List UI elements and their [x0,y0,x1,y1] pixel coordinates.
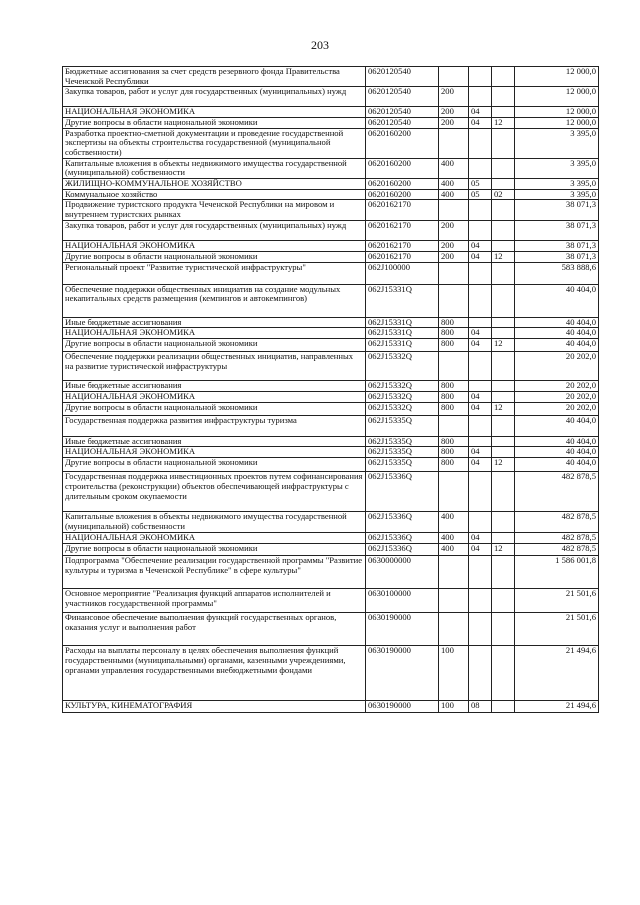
table-row [63,352,599,381]
row-subsection [492,178,515,189]
table-row [63,646,599,701]
row-amount: 40 404,0 [515,447,599,458]
row-section: 05 [469,189,492,200]
row-name: Капитальные вложения в объекты недвижимого имущества государственной (муниципальной) собственности [63,158,366,178]
row-csr-code: 062J15331Q [366,317,439,328]
row-amount: 40 404,0 [515,317,599,328]
row-amount: 12 000,0 [515,107,599,118]
row-section: 04 [469,339,492,352]
row-expense-type: 800 [439,317,469,328]
row-subsection [492,646,515,701]
row-csr-code: 062J15336Q [366,512,439,533]
row-csr-code: 0620160200 [366,178,439,189]
row-subsection: 02 [492,189,515,200]
row-subsection [492,589,515,613]
table-row [63,107,599,118]
row-csr-code: 062J15331Q [366,328,439,339]
row-subsection: 12 [492,458,515,472]
row-name: Основное мероприятие "Реализация функций аппаратов исполнителей и участников государственной программы" [63,589,366,613]
row-name: Другие вопросы в области национальной экономики [63,117,366,128]
row-name: НАЦИОНАЛЬНАЯ ЭКОНОМИКА [63,447,366,458]
row-subsection [492,67,515,87]
table-row [63,87,599,107]
table-row [63,67,599,87]
row-section [469,472,492,512]
row-name: Государственная поддержка инвестиционных проектов путем софинансирования строительства (реконструкции) объектов обеспечивающей инфраструктуры с длительным сроком окупаемости [63,472,366,512]
row-amount: 40 404,0 [515,458,599,472]
row-expense-type: 800 [439,381,469,392]
row-name: НАЦИОНАЛЬНАЯ ЭКОНОМИКА [63,328,366,339]
row-csr-code: 0630100000 [366,589,439,613]
row-name: Другие вопросы в области национальной экономики [63,339,366,352]
row-expense-type: 200 [439,240,469,251]
row-amount: 38 071,3 [515,251,599,262]
row-csr-code: 0620162170 [366,200,439,220]
row-amount: 3 395,0 [515,128,599,158]
row-subsection [492,352,515,381]
row-name: Финансовое обеспечение выполнения функций государственных органов, оказания услуг и выполнения работ [63,613,366,646]
row-expense-type: 200 [439,87,469,107]
row-amount: 40 404,0 [515,339,599,352]
row-section [469,284,492,317]
row-csr-code: 062J15335Q [366,458,439,472]
row-subsection [492,240,515,251]
row-csr-code: 0630190000 [366,646,439,701]
row-name: Другие вопросы в области национальной экономики [63,251,366,262]
row-expense-type [439,556,469,589]
row-section: 04 [469,240,492,251]
row-csr-code: 062J15332Q [366,402,439,415]
row-subsection [492,512,515,533]
row-csr-code: 062J15331Q [366,284,439,317]
row-name: Закупка товаров, работ и услуг для государственных (муниципальных) нужд [63,220,366,240]
row-section [469,381,492,392]
row-amount: 40 404,0 [515,436,599,447]
row-csr-code: 0620160200 [366,128,439,158]
table-row [63,415,599,436]
row-name: Продвижение туристского продукта Чеченской Республики на мировом и внутреннем туристских рынках [63,200,366,220]
row-expense-type: 800 [439,458,469,472]
table-row [63,512,599,533]
row-expense-type: 100 [439,701,469,713]
row-expense-type: 400 [439,544,469,556]
row-subsection [492,220,515,240]
row-name: Разработка проектно-сметной документации и проведение государственной экспертизы на объекты строительства государственной (муниципальной собственности) [63,128,366,158]
row-csr-code: 062J15331Q [366,339,439,352]
row-expense-type: 100 [439,646,469,701]
row-amount: 1 586 001,8 [515,556,599,589]
row-section: 04 [469,107,492,118]
row-csr-code: 062J15335Q [366,415,439,436]
table-row [63,240,599,251]
row-section [469,512,492,533]
row-expense-type [439,284,469,317]
row-subsection: 12 [492,117,515,128]
row-amount: 21 494,6 [515,646,599,701]
table-row [63,402,599,415]
row-section [469,200,492,220]
row-csr-code: 0620162170 [366,240,439,251]
row-expense-type: 200 [439,107,469,118]
row-amount: 21 501,6 [515,613,599,646]
row-amount: 40 404,0 [515,284,599,317]
row-expense-type: 400 [439,178,469,189]
row-amount: 20 202,0 [515,352,599,381]
row-amount: 21 494,6 [515,701,599,713]
table-row [63,472,599,512]
table-row [63,613,599,646]
table-row [63,128,599,158]
row-csr-code: 0630190000 [366,701,439,713]
row-amount: 12 000,0 [515,67,599,87]
row-expense-type [439,613,469,646]
row-subsection [492,107,515,118]
row-csr-code: 0630190000 [366,613,439,646]
row-section [469,415,492,436]
row-expense-type: 400 [439,189,469,200]
row-section [469,589,492,613]
table-row [63,178,599,189]
row-csr-code: 062J15336Q [366,533,439,544]
row-name: НАЦИОНАЛЬНАЯ ЭКОНОМИКА [63,107,366,118]
table-row [63,556,599,589]
row-expense-type: 200 [439,117,469,128]
row-subsection [492,472,515,512]
row-expense-type [439,200,469,220]
row-csr-code: 0620160200 [366,158,439,178]
row-subsection: 12 [492,402,515,415]
row-section [469,128,492,158]
table-row [63,701,599,713]
row-csr-code: 062J15335Q [366,436,439,447]
row-name: Другие вопросы в области национальной экономики [63,544,366,556]
row-section: 04 [469,117,492,128]
row-amount: 20 202,0 [515,391,599,402]
row-expense-type: 400 [439,533,469,544]
row-section [469,317,492,328]
row-section [469,67,492,87]
row-csr-code: 0620120540 [366,107,439,118]
row-name: Иные бюджетные ассигнования [63,381,366,392]
row-expense-type: 400 [439,512,469,533]
row-expense-type: 400 [439,158,469,178]
table-row [63,158,599,178]
row-section [469,262,492,284]
row-expense-type [439,415,469,436]
row-section: 04 [469,402,492,415]
row-amount: 38 071,3 [515,200,599,220]
row-amount: 482 878,5 [515,512,599,533]
row-expense-type [439,472,469,512]
row-csr-code: 0620120540 [366,67,439,87]
row-section: 04 [469,328,492,339]
row-csr-code: 0620120540 [366,117,439,128]
row-expense-type [439,128,469,158]
table-row [63,339,599,352]
row-name: Закупка товаров, работ и услуг для государственных (муниципальных) нужд [63,87,366,107]
row-csr-code: 0620160200 [366,189,439,200]
row-section [469,556,492,589]
table-row [63,251,599,262]
row-amount: 3 395,0 [515,189,599,200]
table-row [63,447,599,458]
page-number: 203 [311,38,329,52]
row-name: НАЦИОНАЛЬНАЯ ЭКОНОМИКА [63,533,366,544]
row-subsection [492,128,515,158]
row-name: НАЦИОНАЛЬНАЯ ЭКОНОМИКА [63,391,366,402]
row-subsection [492,284,515,317]
row-amount: 38 071,3 [515,240,599,251]
row-expense-type: 800 [439,391,469,402]
row-csr-code: 0630000000 [366,556,439,589]
row-subsection [492,533,515,544]
row-expense-type: 800 [439,328,469,339]
row-expense-type: 800 [439,339,469,352]
row-section: 04 [469,391,492,402]
row-csr-code: 062J100000 [366,262,439,284]
row-name: Иные бюджетные ассигнования [63,317,366,328]
table-row [63,262,599,284]
row-expense-type [439,67,469,87]
row-subsection [492,613,515,646]
row-amount: 38 071,3 [515,220,599,240]
row-name: Бюджетные ассигнования за счет средств резервного фонда Правительства Чеченской Республики [63,67,366,87]
row-name: Региональный проект "Развитие туристической инфраструктуры" [63,262,366,284]
row-expense-type: 800 [439,447,469,458]
row-amount: 20 202,0 [515,402,599,415]
row-subsection: 12 [492,339,515,352]
row-expense-type: 200 [439,251,469,262]
row-section [469,220,492,240]
row-name: Расходы на выплаты персоналу в целях обеспечения выполнения функций государственными (муниципальными) органами, казенными учреждениями, органами управления государственными внебюджетными фондами [63,646,366,701]
row-csr-code: 062J15335Q [366,447,439,458]
row-subsection [492,328,515,339]
row-subsection: 12 [492,544,515,556]
row-name: Обеспечение поддержки общественных инициатив на создание модульных некапитальных средств размещения (кемпингов и автокемпингов) [63,284,366,317]
table-row [63,458,599,472]
row-name: Обеспечение поддержки реализации общественных инициатив, направленных на развитие туристической инфраструктуры [63,352,366,381]
row-expense-type [439,352,469,381]
table-row [63,328,599,339]
table-row [63,220,599,240]
row-amount: 12 000,0 [515,117,599,128]
row-amount: 40 404,0 [515,328,599,339]
row-section: 04 [469,447,492,458]
row-amount: 12 000,0 [515,87,599,107]
row-amount: 20 202,0 [515,381,599,392]
row-amount: 3 395,0 [515,158,599,178]
row-csr-code: 062J15336Q [366,544,439,556]
row-amount: 482 878,5 [515,544,599,556]
table-row [63,381,599,392]
row-csr-code: 062J15332Q [366,391,439,402]
row-expense-type: 800 [439,436,469,447]
table-row [63,284,599,317]
table-row [63,533,599,544]
row-section [469,646,492,701]
row-amount: 21 501,6 [515,589,599,613]
row-name: Иные бюджетные ассигнования [63,436,366,447]
row-subsection [492,200,515,220]
row-subsection [492,158,515,178]
row-subsection [492,262,515,284]
row-name: Другие вопросы в области национальной экономики [63,402,366,415]
table-row [63,589,599,613]
row-csr-code: 062J15332Q [366,352,439,381]
row-csr-code: 0620162170 [366,220,439,240]
row-name: Подпрограмма "Обеспечение реализации государственной программы "Развитие культуры и туризма в Чеченской Республике" в сфере культуры" [63,556,366,589]
row-amount: 482 878,5 [515,533,599,544]
row-subsection [492,391,515,402]
row-name: Капитальные вложения в объекты недвижимого имущества государственной (муниципальной) собственности [63,512,366,533]
row-expense-type [439,262,469,284]
row-subsection [492,556,515,589]
row-subsection [492,436,515,447]
table-row [63,544,599,556]
row-name: КУЛЬТУРА, КИНЕМАТОГРАФИЯ [63,701,366,713]
row-csr-code: 062J15336Q [366,472,439,512]
row-csr-code: 0620162170 [366,251,439,262]
row-expense-type [439,589,469,613]
row-name: НАЦИОНАЛЬНАЯ ЭКОНОМИКА [63,240,366,251]
row-amount: 3 395,0 [515,178,599,189]
row-subsection [492,447,515,458]
row-section [469,436,492,447]
row-section [469,352,492,381]
row-name: Другие вопросы в области национальной экономики [63,458,366,472]
row-section: 04 [469,533,492,544]
row-section: 05 [469,178,492,189]
row-section: 08 [469,701,492,713]
row-subsection [492,317,515,328]
row-amount: 583 888,6 [515,262,599,284]
row-section [469,158,492,178]
row-subsection [492,415,515,436]
row-csr-code: 0620120540 [366,87,439,107]
table-row [63,189,599,200]
table-row [63,117,599,128]
budget-table-body [63,67,599,713]
row-section: 04 [469,251,492,262]
row-amount: 40 404,0 [515,415,599,436]
budget-table [62,66,599,713]
table-row [63,317,599,328]
row-name: Государственная поддержка развития инфраструктуры туризма [63,415,366,436]
row-expense-type: 800 [439,402,469,415]
row-subsection [492,701,515,713]
row-expense-type: 200 [439,220,469,240]
row-amount: 482 878,5 [515,472,599,512]
row-csr-code: 062J15332Q [366,381,439,392]
row-subsection [492,381,515,392]
row-section [469,613,492,646]
row-section [469,87,492,107]
table-row [63,200,599,220]
row-name: Коммунальное хозяйство [63,189,366,200]
row-subsection [492,87,515,107]
row-name: ЖИЛИЩНО-КОММУНАЛЬНОЕ ХОЗЯЙСТВО [63,178,366,189]
row-section: 04 [469,544,492,556]
row-section: 04 [469,458,492,472]
row-subsection: 12 [492,251,515,262]
table-row [63,436,599,447]
table-row [63,391,599,402]
